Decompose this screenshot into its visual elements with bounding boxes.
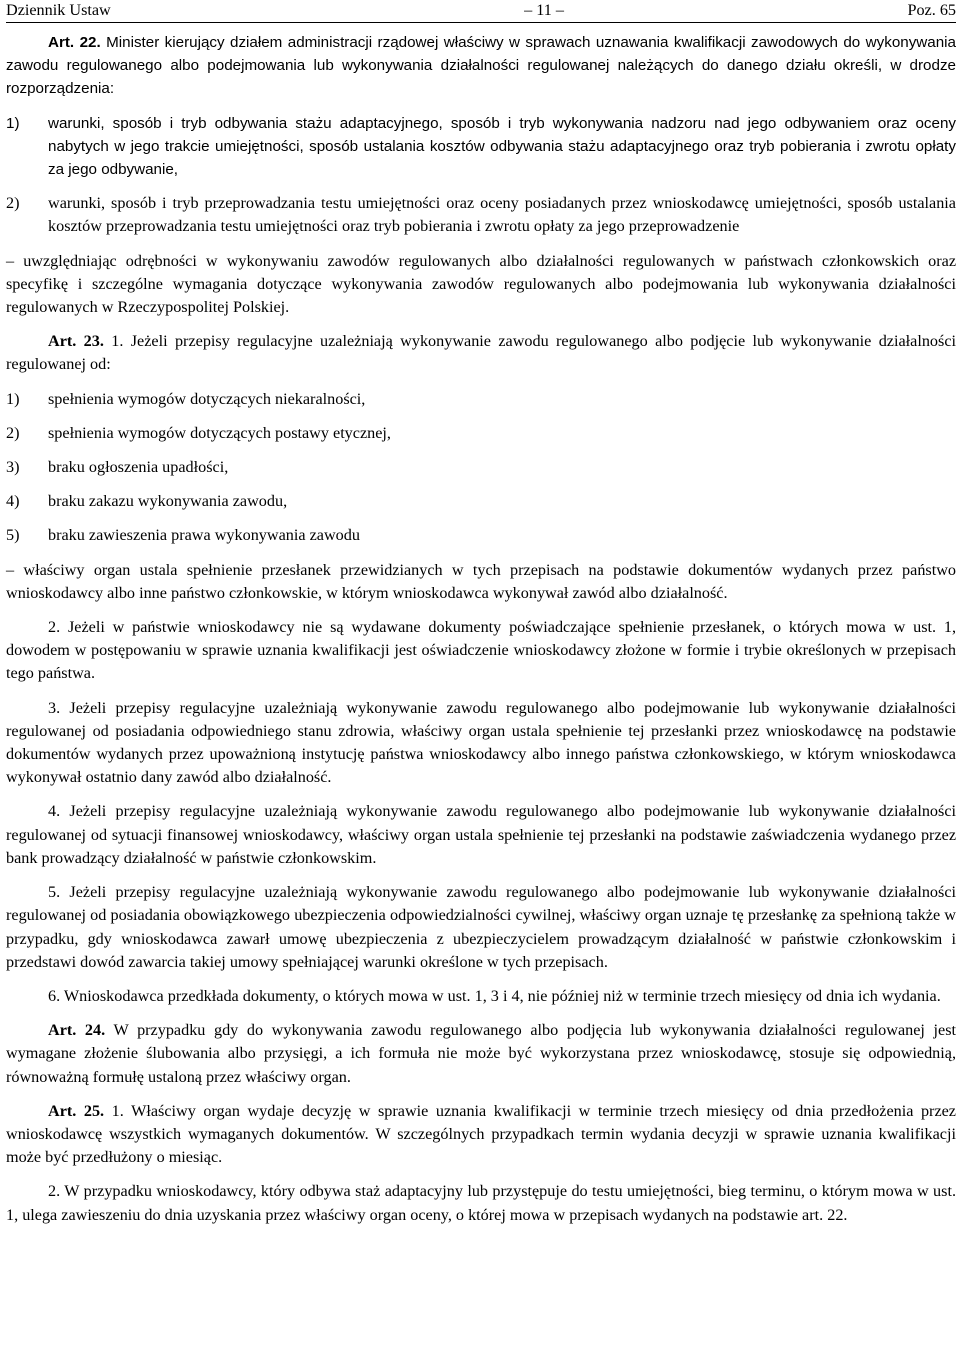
- list-item-number: 1): [6, 389, 20, 408]
- art-23-paragraph: 6. Wnioskodawca przedkłada dokumenty, o których mowa w ust. 1, 3 i 4, nie później niż w terminie trzech miesięcy od dnia ich wydania.: [48, 986, 941, 1005]
- article-text: 1. Jeżeli przepisy regulacyjne uzależniają wykonywanie zawodu regulowanego albo podjęcie lub wykonywanie działalności regulowanej od:: [6, 332, 956, 374]
- article-label: Art. 23.: [48, 332, 104, 351]
- list-item-text: braku zakazu wykonywania zawodu,: [48, 492, 288, 511]
- article-text: 1. Właściwy organ wydaje decyzję w sprawie uznania kwalifikacji w terminie trzech miesięcy od dnia przedłożenia przez wnioskodawcę wszystkich wymaganych dokumentów. W szczególnych przypadkach termin wydania decyzji w sprawie uznania kwalifikacji może być przedłużony o miesiąc.: [6, 1101, 956, 1167]
- list-item-number: 5): [6, 526, 20, 545]
- list-item-text: warunki, sposób i tryb odbywania stażu adaptacyjnego, sposób i tryb wykonywania nadzoru nad jego odbywaniem oraz oceny nabytych w jego trakcie umiejętności, sposób ustalania kosztów odbywania stażu adaptacyjnego oraz tryb pobierania i zwrotu opłaty za jego odbywanie,: [48, 114, 956, 179]
- list-item: [6, 112, 956, 182]
- art-22-closing: – uwzględniając odrębności w wykonywaniu zawodów regulowanych albo działalności regulowanych w państwach członkowskich oraz specyfikę i szczególne wymagania dotyczące wykonywania zawodów regulowanych albo podejmowania lub wykonywania działalności regulowanych w Rzeczypospolitej Polskiej.: [6, 251, 956, 317]
- art-24: [6, 1019, 956, 1089]
- list-item-number: 2): [6, 423, 20, 442]
- journal-name: Dziennik Ustaw: [6, 0, 111, 19]
- article-label: Art. 24.: [48, 1021, 106, 1040]
- list-item: [6, 192, 956, 238]
- art-22-intro: [6, 31, 956, 101]
- art-23-intro: [6, 330, 956, 376]
- list-item: [6, 490, 956, 513]
- list-item-number: 1): [6, 114, 20, 132]
- list-item: [6, 422, 956, 445]
- art-23-closing: – właściwy organ ustala spełnienie przesłanek przewidzianych w tych przepisach na podstawie dokumentów wydanych przez państwo wnioskodawcy albo inne państwo członkowskie, w którym wnioskodawca wykonywał zawód albo działalność.: [6, 560, 956, 602]
- art-23-paragraph: 2. Jeżeli w państwie wnioskodawcy nie są wydawane dokumenty poświadczające spełnienie przesłanek, o których mowa w ust. 1, dowodem w postępowaniu w sprawie uznania kwalifikacji jest oświadczenie wnioskodawcy złożone w formie i trybie określonych w przepisach tego państwa.: [6, 618, 956, 683]
- page-number: – 11 –: [524, 0, 565, 19]
- art-23-paragraph: 3. Jeżeli przepisy regulacyjne uzależniają wykonywanie zawodu regulowanego albo podejmowanie lub wykonywanie działalności regulowanej od posiadania odpowiedniego stanu zdrowia, właściwy organ ustala spełnienie tej przesłanki przez wnioskodawcę na podstawie dokumentów wydanych przez upoważnioną instytucję państwa wnioskodawcy albo innego państwa członkowskiego, w którym wnioskodawca wykonywał ostatnio dany zawód albo działalność.: [6, 698, 956, 787]
- article-label: Art. 22.: [48, 34, 101, 51]
- article-label: Art. 25.: [48, 1101, 105, 1120]
- list-item-text: spełnienia wymogów dotyczących postawy etycznej,: [48, 423, 391, 442]
- page-header: [6, 0, 956, 23]
- list-item-text: braku zawieszenia prawa wykonywania zawodu: [48, 526, 360, 545]
- list-item-number: 2): [6, 194, 20, 213]
- article-text: Minister kierujący działem administracji rządowej właściwy w sprawach uznawania kwalifikacji zawodowych do wykonywania zawodu regulowanego albo podejmowania lub wykonywania działalności regulowanej należących do danego działu określi, w drodze rozporządzenia:: [6, 34, 956, 98]
- list-item-text: warunki, sposób i tryb przeprowadzania testu umiejętności oraz oceny posiadanych przez wnioskodawcę umiejętności, sposób ustalania kosztów przeprowadzania testu umiejętności oraz tryb pobierania i zwrotu opłaty za jego przeprowadzenie: [48, 194, 956, 236]
- list-item-number: 3): [6, 458, 20, 477]
- list-item-number: 4): [6, 492, 20, 511]
- position-number: Poz. 65: [907, 0, 956, 19]
- art-25-paragraph: 2. W przypadku wnioskodawcy, który odbywa staż adaptacyjny lub przystępuje do testu umiejętności, bieg terminu, o którym mowa w ust. 1, ulega zawieszeniu do dnia uzyskania przez właściwy organ oceny, o której mowa w przepisach wydanych na podstawie art. 22.: [6, 1182, 956, 1224]
- list-item-text: braku ogłoszenia upadłości,: [48, 458, 229, 477]
- article-text: W przypadku gdy do wykonywania zawodu regulowanego albo podjęcia lub wykonywania działalności regulowanej jest wymagane złożenie ślubowania albo przysięgi, a ich formuła nie może być wykorzystana przez wnioskodawcę, stosuje się odpowiednią, równoważną formułę ustaloną przez właściwy organ.: [6, 1021, 956, 1086]
- art-25: [6, 1100, 956, 1170]
- list-item: [6, 524, 956, 547]
- art-23-paragraph: 4. Jeżeli przepisy regulacyjne uzależniają wykonywanie zawodu regulowanego albo podejmowanie lub wykonywanie działalności regulowanej od sytuacji finansowej wnioskodawcy, właściwy organ ustala spełnienie tej przesłanki na podstawie zaświadczenia wydanego przez bank prowadzący działalność w państwie członkowskim.: [6, 802, 956, 867]
- art-23-paragraph: 5. Jeżeli przepisy regulacyjne uzależniają wykonywanie zawodu regulowanego albo podejmowanie lub wykonywanie działalności regulowanej od posiadania obowiązkowego ubezpieczenia odpowiedzialności cywilnej, właściwy organ uznaje tę przesłankę za spełnioną także w przypadku, gdy wnioskodawca zawarł umowę ubezpieczenia z ubezpieczycielem prowadzącym działalność w państwie członkowskim i przedstawi dowód zawarcia takiej umowy spełniającej warunki określone w tych przepisach.: [6, 883, 956, 971]
- list-item: [6, 456, 956, 479]
- list-item: [6, 388, 956, 411]
- list-item-text: spełnienia wymogów dotyczących niekaralności,: [48, 389, 366, 408]
